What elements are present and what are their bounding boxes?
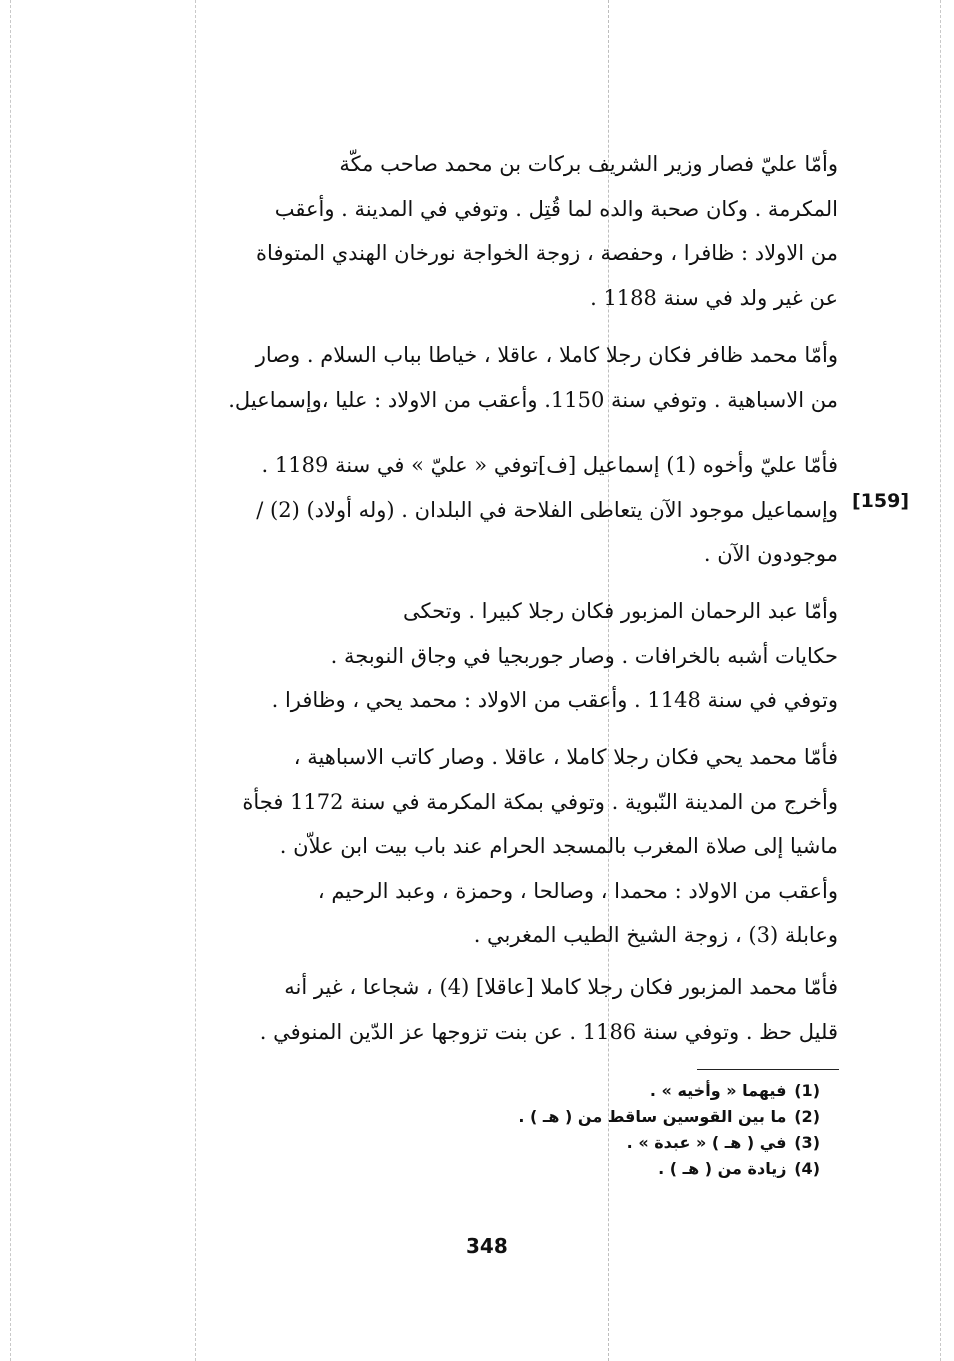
paragraph-abd-al-rahman [160, 589, 838, 723]
text-line: وأعقب من الاولاد : محمدا ، وصالحا ، وحمزة ، وعبد الرحيم ، [317, 878, 838, 903]
text-line: فأمّا محمد يحي فكان رجلا كاملا ، عاقلا . وصار كاتب الاسباهية ، [293, 745, 838, 769]
paragraph-muhammad-al-mazbur [160, 965, 838, 1054]
footnotes [320, 1078, 820, 1182]
page-number: 348 [466, 1234, 508, 1258]
scan-guide-line [940, 0, 941, 1361]
footnote-text: في ( هـ ) « عبدة » . [626, 1133, 787, 1152]
footnote-item [320, 1156, 820, 1182]
paragraph-muhammad-zafir [160, 333, 838, 422]
text-line: ماشيا إلى صلاة المغرب بالمسجد الحرام عند باب بيت ابن علاّن . [279, 834, 838, 858]
text-line: وأمّا محمد ظافر فكان رجلا كاملا ، عاقلا ، خياطا بباب السلام . وصار [255, 343, 838, 367]
footnote-number: (3) [794, 1133, 820, 1152]
text-line: وعابلة (3) ، زوجة الشيخ الطيب المغربي . [473, 923, 838, 947]
text-line: وإسماعيل موجود الآن يتعاطى الفلاحة في البلدان . (وله أولاد) (2) / [256, 497, 838, 522]
text-line: وأمّا عليّ فصار وزير الشريف بركات بن محمد صاحب مكّة [339, 152, 838, 176]
footnote-item [320, 1078, 820, 1104]
footnote-number: (2) [794, 1107, 820, 1126]
text-line: موجودون الآن . [703, 542, 838, 566]
margin-page-reference: [159] [852, 490, 910, 512]
text-line: من الاولاد : ظافرا ، وحفصة ، زوجة الخواجة نورخان الهندي المتوفاة [256, 241, 838, 265]
footnote-item [320, 1130, 820, 1156]
text-line: حكايات أشبه بالخرافات . وصار جوربجيا في وجاق النوبجة . [330, 643, 838, 668]
paragraph-muhammad-yahya [160, 735, 838, 958]
text-line: عن غير ولد في سنة 1188 . [590, 285, 838, 310]
text-line: وأمّا عبد الرحمان المزبور فكان رجلا كبيرا . وتحكى [403, 599, 838, 623]
footnote-text: زيادة من ( هـ ) . [658, 1159, 787, 1178]
footnote-separator [697, 1069, 839, 1070]
text-line: فأمّا محمد المزبور فكان رجلا كاملا [عاقلا] (4) ، شجاعا ، غير أنه [284, 975, 838, 999]
text-line: وأخرج من المدينة النّبوية . وتوفي بمكة المكرمة في سنة 1172 فجأة [242, 789, 838, 814]
text-line: المكرمة . وكان صحبة والده لما قُتِل . وتوفي في المدينة . وأعقب [274, 196, 838, 221]
footnote-text: ما بين القوسين ساقط من ( هـ ) . [518, 1107, 787, 1126]
text-line: من الاسباهية . وتوفي سنة 1150. وأعقب من الاولاد : عليا ،وإسماعيل. [228, 387, 838, 412]
footnote-item [320, 1104, 820, 1130]
footnote-number: (1) [794, 1081, 820, 1100]
text-line: قليل حظ . وتوفي سنة 1186 . عن بنت تزوجها عز الدّين المنوفي . [259, 1019, 838, 1044]
paragraph-ali [160, 142, 838, 320]
text-line: فأمّا عليّ وأخوه (1) إسماعيل [ف]توفي « عليّ » في سنة 1189 . [261, 453, 838, 477]
footnote-number: (4) [794, 1159, 820, 1178]
scan-guide-line [10, 0, 11, 1361]
paragraph-ali-and-ismail [160, 443, 838, 577]
text-line: وتوفي في سنة 1148 . وأعقب من الاولاد : محمد يحي ، وظافرا . [271, 688, 838, 712]
footnote-text: فيهما « وأخيه » . [649, 1081, 787, 1100]
